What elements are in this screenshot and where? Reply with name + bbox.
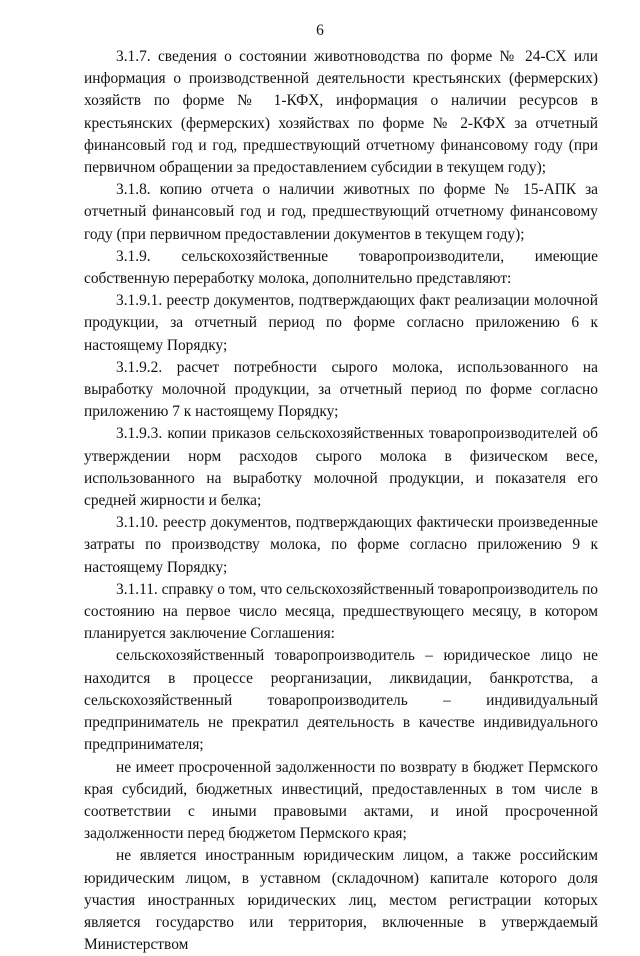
page-number: 6 bbox=[316, 22, 324, 39]
paragraph-3-1-10: 3.1.10. реестр документов, подтверждающих фактически произведенные затраты по производству молока, по форме согласно приложению 9 к настоящему Порядку; bbox=[84, 514, 598, 576]
paragraph-3-1-7: 3.1.7. сведения о состоянии животноводства по форме № 24-СХ или информация о производственной деятельности крестьянских (фермерских) хозяйств по форме № 1-КФХ, информация о наличии ресурсов в крестьянских (фермерских) хозяйствах по форме № 2-КФХ за отчетный финансовый год и год, предшествующий отчетному финансовому году (при первичном обращении за предоставлением субсидии в текущем году); bbox=[84, 48, 598, 177]
paragraph-3-1-9-2: 3.1.9.2. расчет потребности сырого молока, использованного на выработку молочной продукции, за отчетный период по форме согласно приложению 7 к настоящему Порядку; bbox=[84, 358, 598, 421]
paragraph-3-1-8: 3.1.8. копию отчета о наличии животных по форме № 15-АПК за отчетный финансовый год и год, предшествующий отчетному финансовому году (при первичном предоставлении документов в текущем году); bbox=[84, 181, 598, 243]
paragraph-condition-debt: не имеет просроченной задолженности по возврату в бюджет Пермского края субсидий, бюджетных инвестиций, предоставленных в том числе в соответствии с иными правовыми актами, и иной просроченной задолженности перед бюджетом Пермского края; bbox=[84, 758, 598, 843]
paragraph-3-1-9-1: 3.1.9.1. реестр документов, подтверждающих факт реализации молочной продукции, за отчетный период по форме согласно приложению 6 к настоящему Порядку; bbox=[84, 292, 598, 354]
paragraph-3-1-9: 3.1.9. сельскохозяйственные товаропроизводители, имеющие собственную переработку молока, дополнительно представляют: bbox=[84, 247, 598, 288]
paragraph-condition-reorganization: сельскохозяйственный товаропроизводитель – юридическое лицо не находится в процессе реорганизации, ликвидации, банкротства, а сельскохозяйственный товаропроизводитель – индивидуальный предприниматель не прекратил деятельность в качестве индивидуального предпринимателя; bbox=[84, 647, 598, 754]
paragraph-3-1-11: 3.1.11. справку о том, что сельскохозяйственный товаропроизводитель по состоянию на первое число месяца, предшествующего месяцу, в котором планируется заключение Соглашения: bbox=[84, 580, 598, 643]
paragraph-condition-foreign-entity: не является иностранным юридическим лицом, а также российским юридическим лицом, в уставном (складочном) капитале которого доля участия иностранных юридических лиц, местом регистрации которых является государство или территория, включенные в утверждаемый Министерством bbox=[84, 847, 598, 954]
paragraph-3-1-9-3: 3.1.9.3. копии приказов сельскохозяйственных товаропроизводителей об утверждении норм расходов сырого молока в физическом весе, использованного на выработку молочной продукции, и показателя его средней жирности и белка; bbox=[84, 425, 598, 510]
document-body bbox=[84, 46, 598, 956]
